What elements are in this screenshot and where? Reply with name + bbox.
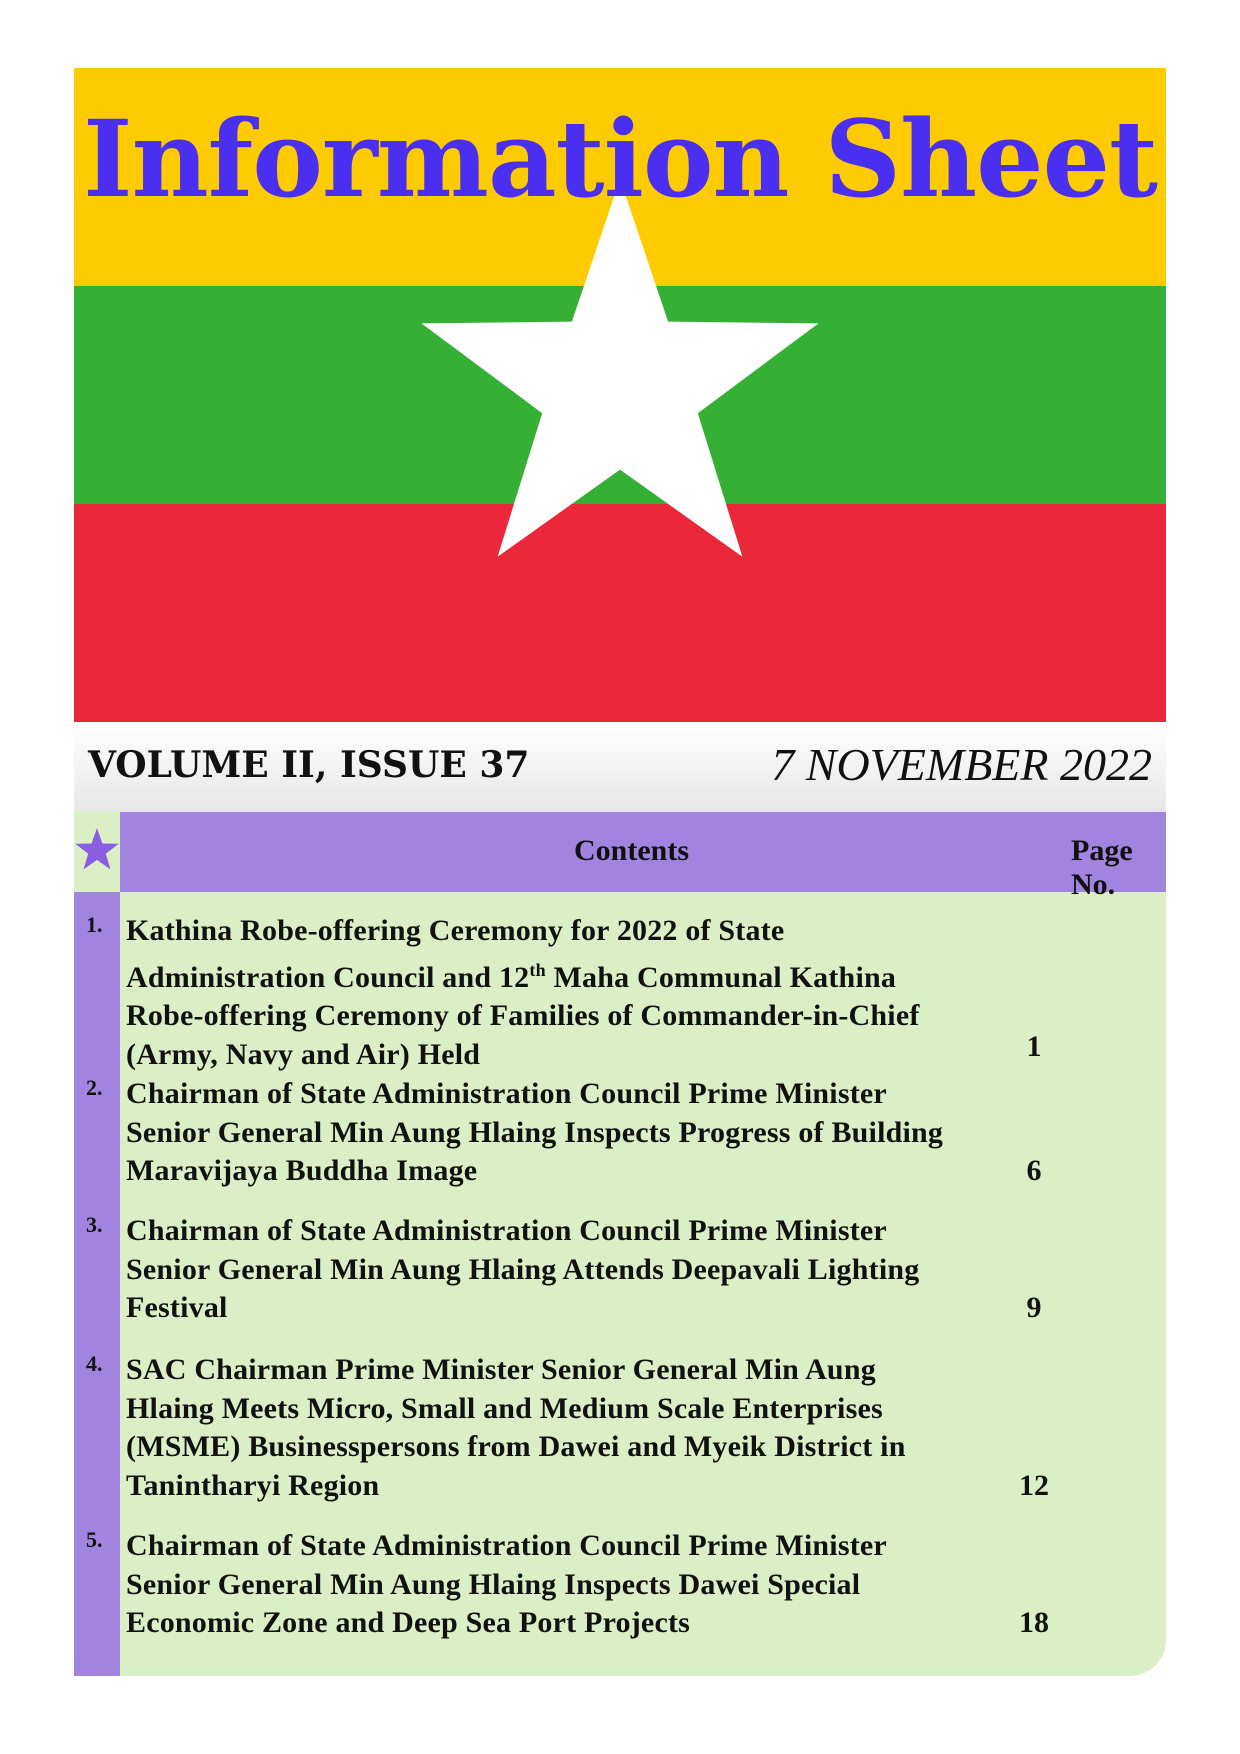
contents-heading: Contents: [574, 834, 690, 867]
item-title: Chairman of State Administration Council Prime Minister Senior General Min Aung Hlaing Attends Deepavali Lighting Festival: [126, 1214, 920, 1324]
item-title: Chairman of State Administration Council Prime Minister Senior General Min Aung Hlaing Inspects Progress of Building Maravijaya Buddha Image: [126, 1077, 944, 1187]
issue-date: 7 NOVEMBER 2022: [771, 739, 1152, 790]
contents-panel: [74, 812, 1166, 1676]
volume-issue: VOLUME II, ISSUE 37: [88, 744, 530, 786]
item-number: 2.: [86, 1075, 103, 1100]
item-number: 5.: [86, 1527, 103, 1552]
item-page: 6: [1026, 1154, 1042, 1187]
item-title: SAC Chairman Prime Minister Senior General Min Aung Hlaing Meets Micro, Small and Medium Scale Enterprises (MSME) Businesspersons from Dawei and Myeik District in Tanintharyi Region: [126, 1353, 906, 1502]
item-page: 18: [1019, 1606, 1049, 1639]
flag-banner: [74, 68, 1166, 722]
item-number: 1.: [86, 912, 103, 937]
banner-title: Information Sheet: [82, 96, 1157, 221]
item-title: Kathina Robe-offering Ceremony for 2022 of State Administration Council and 12th Maha Communal Kathina Robe-offering Ceremony of Families of Commander-in-Chief (Army, Navy and Air) Held: [126, 914, 920, 1071]
item-number: 3.: [86, 1212, 103, 1237]
item-page: 12: [1019, 1468, 1049, 1502]
contents-side-strip: [74, 892, 120, 1676]
contents-header-row: [120, 812, 1166, 901]
page-no-heading: Page No.: [1071, 834, 1133, 901]
item-title: Chairman of State Administration Council Prime Minister Senior General Min Aung Hlaing Inspects Dawei Special Economic Zone and Deep Sea Port Projects: [126, 1529, 887, 1639]
item-page: 9: [1026, 1291, 1042, 1324]
item-number: 4.: [86, 1351, 103, 1376]
issue-bar: [74, 724, 1166, 812]
star-icon: [74, 826, 120, 872]
item-page: 1: [1026, 1029, 1042, 1063]
